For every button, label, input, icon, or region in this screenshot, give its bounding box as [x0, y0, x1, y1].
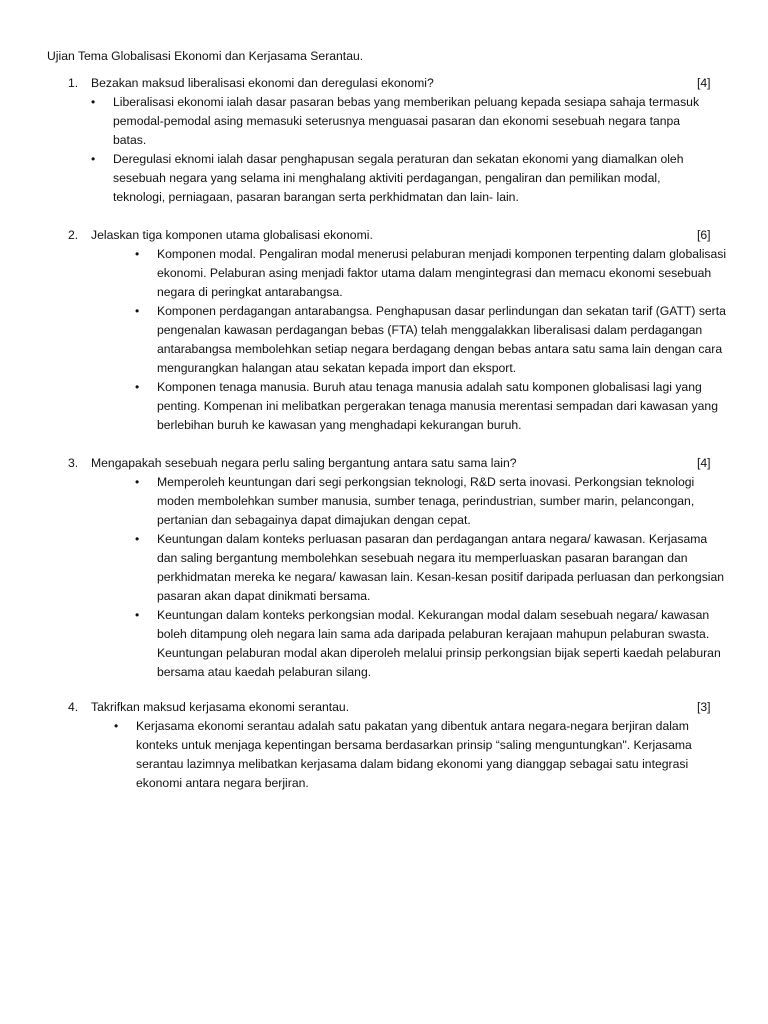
question-header — [0, 698, 768, 717]
bullet-icon: • — [91, 152, 96, 166]
question-header — [0, 74, 768, 93]
question-3 — [0, 454, 768, 682]
bullet-icon: • — [135, 608, 140, 622]
answer-text: Deregulasi eknomi ialah dasar penghapusan segala peraturan dan sekatan ekonomi yang diamalkan oleh sesebuah negara yang selama ini menghalang aktiviti perdagangan, pengaliran dan pemilikan modal, teknologi, perniagaan, pasaran barangan serta perkhidmatan dan lain- lain. — [113, 152, 684, 204]
question-marks: [4] — [697, 76, 711, 90]
question-marks: [6] — [697, 228, 711, 242]
question-text: Mengapakah sesebuah negara perlu saling bergantung antara satu sama lain? — [91, 456, 517, 470]
question-number: 1. — [68, 76, 79, 90]
answer-text: Kerjasama ekonomi serantau adalah satu pakatan yang dibentuk antara negara-negara berjiran dalam konteks untuk menjaga kepentingan bersama berdasarkan prinsip “saling menguntungkan". Kerjasama serantau lazimnya melibatkan kerjasama dalam bidang ekonomi yang dianggap sebagai satu integrasi ekonomi antara negara berjiran. — [136, 719, 692, 790]
answer-item — [0, 302, 768, 378]
question-marks: [3] — [697, 700, 711, 714]
question-1 — [0, 74, 768, 207]
answer-text: Komponen tenaga manusia. Buruh atau tenaga manusia adalah satu komponen globalisasi lagi yang penting. Kompenan ini melibatkan pergerakan tenaga manusia merentasi sempadan dari kawasan yang berlebihan buruh ke kawasan yang menghadapi kekurangan buruh. — [157, 380, 718, 432]
answer-item — [0, 473, 768, 530]
bullet-icon: • — [114, 719, 119, 733]
answer-text: Komponen modal. Pengaliran modal menerusi pelaburan menjadi komponen terpenting dalam globalisasi ekonomi. Pelaburan asing menjadi faktor utama dalam mengintegrasi dan memacu ekonomi sesebuah negara di peringkat antarabangsa. — [157, 247, 727, 299]
question-header — [0, 454, 768, 473]
question-number: 3. — [68, 456, 79, 470]
answer-list — [0, 93, 768, 207]
answer-list — [0, 473, 768, 682]
question-number: 2. — [68, 228, 79, 242]
document-title: Ujian Tema Globalisasi Ekonomi dan Kerjasama Serantau. — [47, 49, 364, 63]
bullet-icon: • — [135, 475, 140, 489]
answer-item — [0, 378, 768, 435]
question-4 — [0, 698, 768, 793]
answer-item — [0, 245, 768, 302]
answer-list — [0, 245, 768, 435]
answer-list — [0, 717, 768, 793]
answer-item — [0, 93, 768, 150]
question-text: Takrifkan maksud kerjasama ekonomi serantau. — [91, 700, 350, 714]
answer-item — [0, 530, 768, 606]
question-2 — [0, 226, 768, 435]
bullet-icon: • — [135, 247, 140, 261]
bullet-icon: • — [91, 95, 96, 109]
question-text: Jelaskan tiga komponen utama globalisasi ekonomi. — [91, 228, 373, 242]
question-marks: [4] — [697, 456, 711, 470]
answer-text: Memperoleh keuntungan dari segi perkongsian teknologi, R&D serta inovasi. Perkongsian teknologi moden membolehkan sumber manusia, sumber tenaga, perindustrian, sumber marin, pelancongan, pertanian dan sebagainya dapat dimajukan dengan cepat. — [157, 475, 695, 527]
answer-item — [0, 150, 768, 207]
question-text: Bezakan maksud liberalisasi ekonomi dan deregulasi ekonomi? — [91, 76, 434, 90]
bullet-icon: • — [135, 532, 140, 546]
answer-text: Keuntungan dalam konteks perkongsian modal. Kekurangan modal dalam sesebuah negara/ kawasan boleh ditampung oleh negara lain sama ada daripada pelaburan kerajaan mahupun pelaburan swasta. Keuntungan pelaburan modal akan diperoleh melalui prinsip perkongsian bijak seperti kaedah pelaburan bersama atau kaedah pelaburan silang. — [157, 608, 721, 679]
question-number: 4. — [68, 700, 79, 714]
answer-text: Liberalisasi ekonomi ialah dasar pasaran bebas yang memberikan peluang kepada sesiapa sahaja termasuk pemodal-pemodal asing memasuki seterusnya menguasai pasaran dan ekonomi sesebuah negara tanpa batas. — [113, 95, 700, 147]
bullet-icon: • — [135, 304, 140, 318]
bullet-icon: • — [135, 380, 140, 394]
answer-text: Keuntungan dalam konteks perluasan pasaran dan perdagangan antara negara/ kawasan. Kerjasama dan saling bergantung membolehkan sesebuah negara itu memperluaskan pasaran barangan dan perkhidmatan mereka ke negara/ kawasan lain. Kesan-kesan positif daripada perluasan dan perkongsian pasaran akan dapat dinikmati bersama. — [157, 532, 725, 603]
question-header — [0, 226, 768, 245]
answer-item — [0, 606, 768, 682]
answer-text: Komponen perdagangan antarabangsa. Penghapusan dasar perlindungan dan sekatan tarif (GATT) serta pengenalan kawasan perdagangan bebas (FTA) telah menggalakkan liberalisasi dalam perdagangan antarabangsa membolehkan setiap negara berdagang dengan bebas antara satu sama lain dengan cara mengurangkan halangan atau sekatan kepada import dan eksport. — [157, 304, 726, 375]
answer-item — [0, 717, 768, 793]
